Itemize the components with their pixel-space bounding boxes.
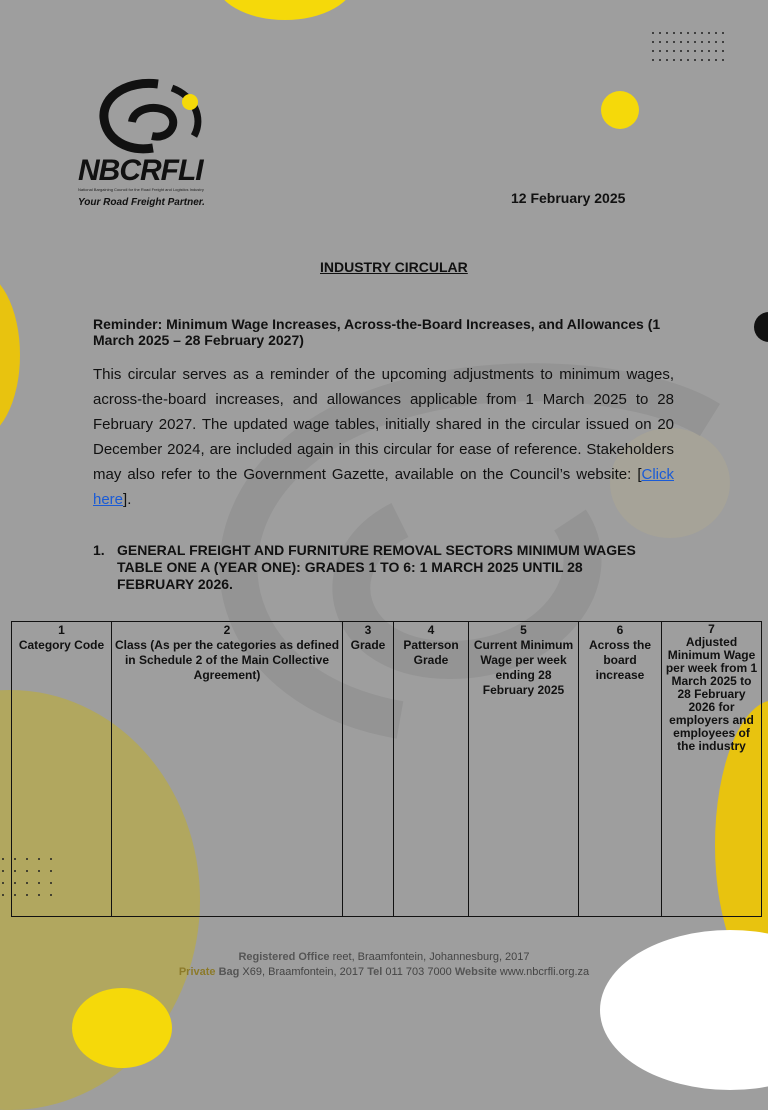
circular-title: INDUSTRY CIRCULAR bbox=[320, 259, 468, 275]
yellow-blob-bottom bbox=[72, 988, 172, 1068]
intro-text-end: ]. bbox=[123, 491, 132, 508]
column-header-7: 7 Adjusted Minimum Wage per week from 1 March 2025 to 28 February 2026 for employers and employees of the industry bbox=[662, 622, 762, 917]
dot-grid-top-right bbox=[652, 32, 729, 68]
column-header-6: 6 Across the board increase bbox=[579, 622, 662, 917]
footer-line-1: Registered Office reet, Braamfontein, Johannesburg, 2017 bbox=[238, 951, 530, 963]
footer-line-2: Private Bag X69, Braamfontein, 2017 Tel 011 703 7000 Website www.nbcrfli.org.za bbox=[178, 966, 590, 978]
logo-fine-print: National Bargaining Council for the Road Freight and Logistics Industry bbox=[78, 187, 204, 192]
click-here-link[interactable]: Click here bbox=[93, 466, 674, 508]
intro-text: This circular serves as a reminder of the upcoming adjustments to minimum wages, across-the-board increases, and allowances applicable from 1 March 2025 to 28 February 2027. The updated wage tables, initially shared in the circular issued on 20 December 2024, are included again in this circular for ease of reference. Stakeholders may also refer to the Government Gazette, available on the Council’s website: [ bbox=[93, 366, 674, 483]
yellow-blob-top bbox=[215, 0, 355, 20]
column-header-5: 5 Current Minimum Wage per week ending 28 February 2025 bbox=[469, 622, 579, 917]
logo-swirl-icon bbox=[98, 78, 208, 156]
logo-wordmark: NBCRFLI bbox=[78, 154, 203, 187]
intro-paragraph bbox=[93, 362, 674, 512]
yellow-arc-left bbox=[0, 270, 20, 440]
circular-date: 12 February 2025 bbox=[511, 190, 626, 206]
column-header-4: 4 Patterson Grade bbox=[394, 622, 469, 917]
yellow-dot bbox=[601, 91, 639, 129]
wage-table bbox=[11, 621, 762, 917]
page-footer bbox=[0, 950, 768, 980]
section-heading bbox=[93, 542, 653, 593]
section-number: 1. bbox=[93, 542, 105, 558]
company-logo bbox=[78, 78, 226, 208]
column-header-1: 1 Category Code bbox=[12, 622, 112, 917]
column-header-3: 3 Grade bbox=[343, 622, 394, 917]
section-title: GENERAL FREIGHT AND FURNITURE REMOVAL SECTORS MINIMUM WAGES TABLE ONE A (YEAR ONE): GRADES 1 TO 6: 1 MARCH 2025 UNTIL 28 FEBRUARY 2026. bbox=[117, 542, 636, 592]
black-dot-right bbox=[754, 312, 768, 342]
table-header-row bbox=[12, 622, 762, 917]
column-header-2: 2 Class (As per the categories as defined in Schedule 2 of the Main Collective Agreement) bbox=[112, 622, 343, 917]
logo-tagline: Your Road Freight Partner. bbox=[78, 197, 205, 208]
reminder-heading: Reminder: Minimum Wage Increases, Across-the-Board Increases, and Allowances (1 March 2025 – 28 February 2027) bbox=[93, 316, 661, 348]
